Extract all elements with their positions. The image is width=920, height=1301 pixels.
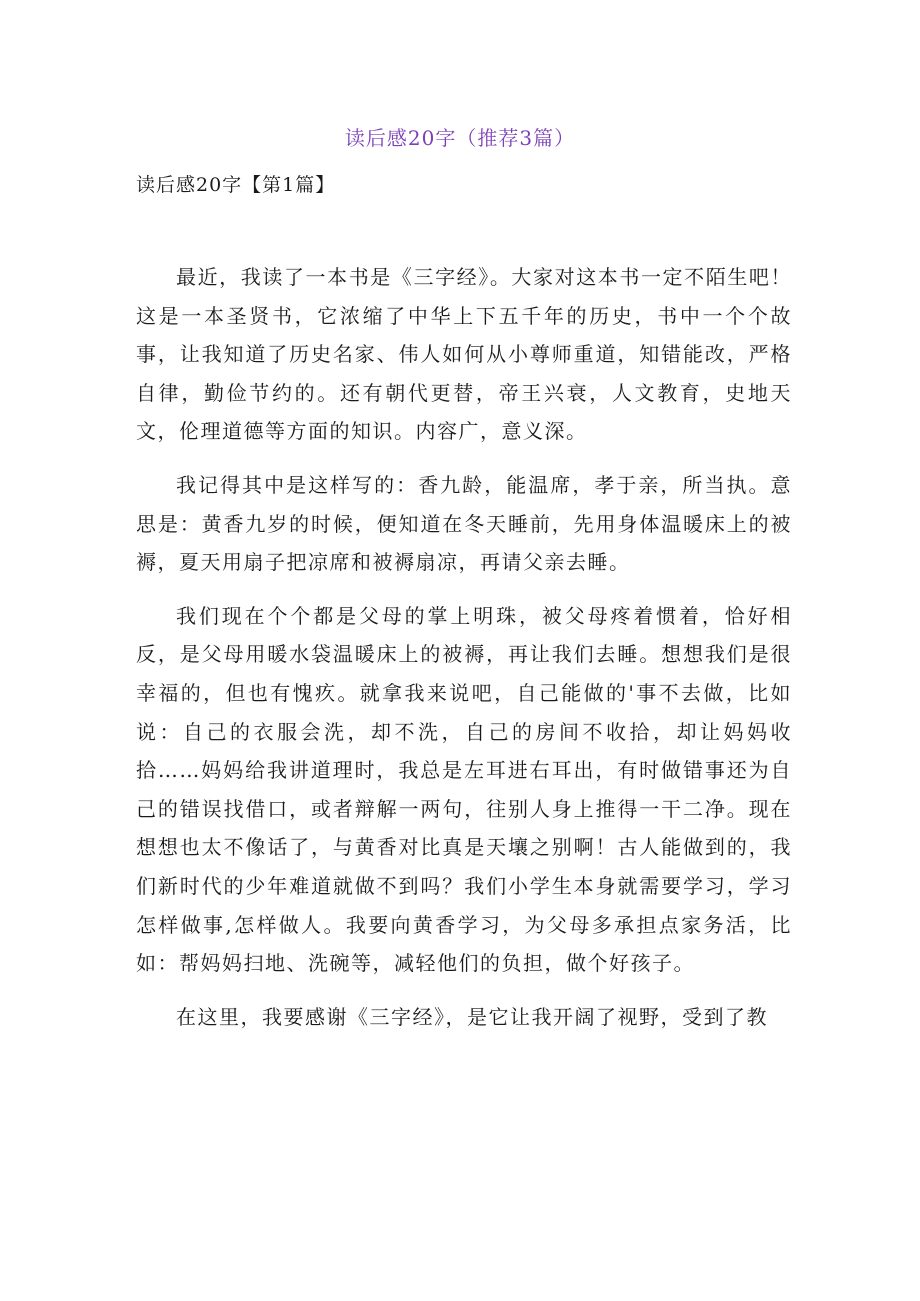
paragraph-4: 在这里，我要感谢《三字经》，是它让我开阔了视野，受到了教 <box>176 1004 768 1029</box>
document-title: 读后感20字（推荐3篇） <box>344 126 576 150</box>
section-heading: 读后感20字【第1篇】 <box>136 174 336 196</box>
document-body <box>136 258 792 1051</box>
paragraph-3: 我们现在个个都是父母的掌上明珠，被父母疼着惯着，恰好相反，是父母用暖水袋温暖床上的被褥，再让我们去睡。想想我们是很幸福的，但也有愧疚。就拿我来说吧，自己能做的'事不去做，比如说：自己的衣服会洗，却不洗，自己的房间不收拾，却让妈妈收拾……妈妈给我讲道理时，我总是左耳进右耳出，有时做错事还为自己的错误找借口，或者辩解一两句，往别人身上推得一干二净。现在想想也太不像话了，与黄香对比真是天壤之别啊！古人能做到的，我们新时代的少年难道就做不到吗？我们小学生本身就需要学习，学习怎样做事,怎样做人。我要向黄香学习，为父母多承担点家务活，比如：帮妈妈扫地、洗碗等，减轻他们的负担，做个好孩子。 <box>136 603 792 976</box>
paragraph-1: 最近，我读了一本书是《三字经》。大家对这本书一定不陌生吧！这是一本圣贤书，它浓缩了中华上下五千年的历史，书中一个个故事，让我知道了历史名家、伟人如何从小尊师重道，知错能改，严格自律，勤俭节约的。还有朝代更替，帝王兴衰，人文教育，史地天文，伦理道德等方面的知识。内容广，意义深。 <box>136 265 792 444</box>
paragraph-2: 我记得其中是这样写的：香九龄，能温席，孝于亲，所当执。意思是：黄香九岁的时候，便知道在冬天睡前，先用身体温暖床上的被褥，夏天用扇子把凉席和被褥扇凉，再请父亲去睡。 <box>136 472 792 575</box>
